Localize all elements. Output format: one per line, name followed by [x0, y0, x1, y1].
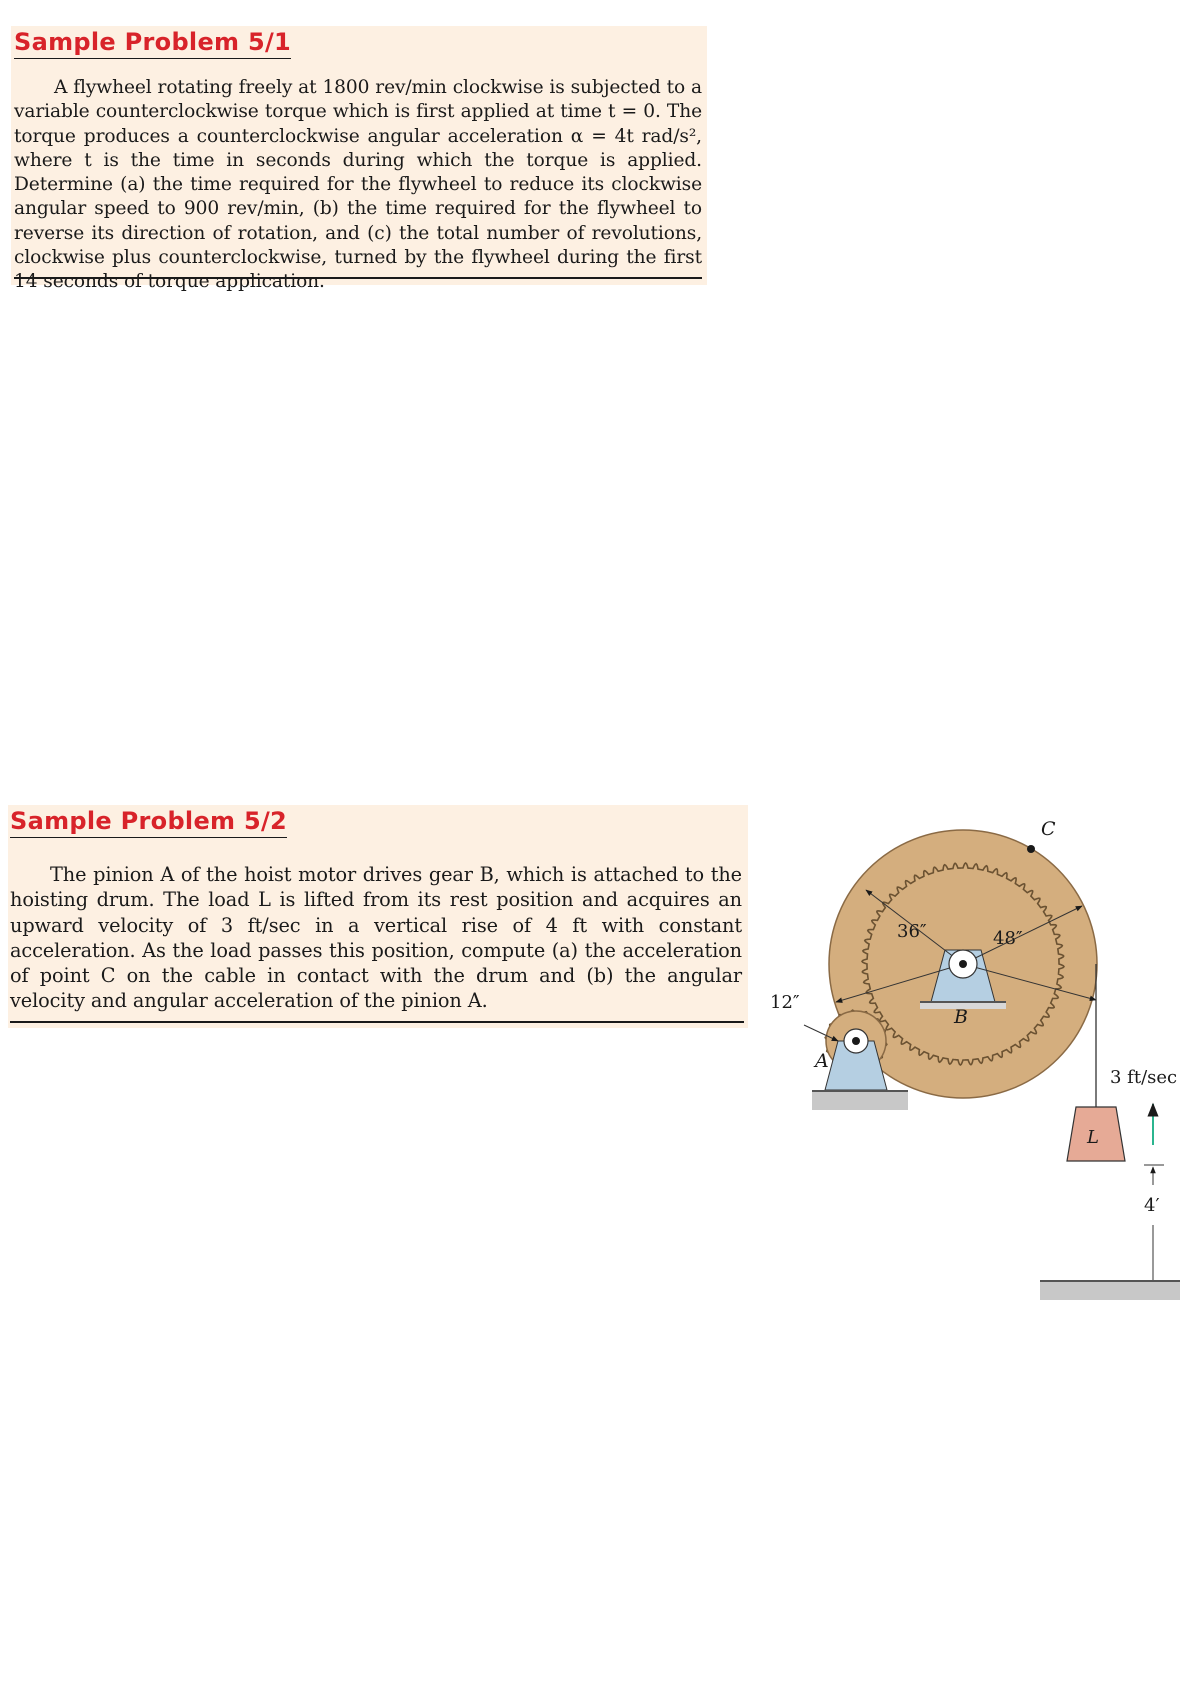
sample-problem-5-1 — [11, 26, 707, 293]
label-a: A — [815, 1050, 829, 1072]
pinion-a-ground — [812, 1092, 908, 1110]
load-ground — [1040, 1282, 1180, 1300]
label-48: 48″ — [993, 928, 1023, 949]
hoist-diagram — [770, 805, 1190, 1325]
point-c-marker — [1027, 845, 1035, 853]
pinion-a-axle — [852, 1037, 860, 1045]
problem-statement: The pinion A of the hoist motor drives gear B, which is attached to the hoisting drum. The load L is lifted from its rest position and acquires an upward velocity of 3 ft/sec in a vertical rise of 4 ft with constant acceleration. As the load passes this position, compute (a) the acceleration of point C on the cable in contact with the drum and (b) the angular velocity and angular acceleration of the pinion A. — [10, 863, 742, 1013]
label-rise: 4′ — [1144, 1195, 1160, 1216]
label-velocity: 3 ft/sec — [1110, 1067, 1178, 1088]
label-l: L — [1087, 1127, 1099, 1148]
divider — [14, 277, 702, 279]
sample-problem-5-2 — [8, 805, 748, 1028]
label-b: B — [954, 1006, 968, 1028]
problem-statement: A flywheel rotating freely at 1800 rev/min clockwise is subjected to a variable counterclockwise torque which is first applied at time t = 0. The torque produces a counterclockwise angular acceleration α = 4t rad/s², where t is the time in seconds during which the torque is applied. Determine (a) the time required for the flywheel to reduce its clockwise angular speed to 900 rev/min, (b) the time required for the flywheel to reverse its direction of rotation, and (c) the total number of revolutions, clockwise plus counterclockwise, turned by the flywheel during the first 14 seconds of torque application. — [14, 77, 702, 293]
label-c: C — [1041, 818, 1056, 840]
gear-b-axle — [959, 960, 967, 968]
label-36: 36″ — [897, 921, 927, 942]
problem-title: Sample Problem 5/2 — [10, 807, 287, 838]
problem-title: Sample Problem 5/1 — [14, 28, 291, 59]
label-12: 12″ — [770, 992, 800, 1013]
divider — [10, 1021, 744, 1023]
rise-dimension — [1144, 1165, 1164, 1280]
